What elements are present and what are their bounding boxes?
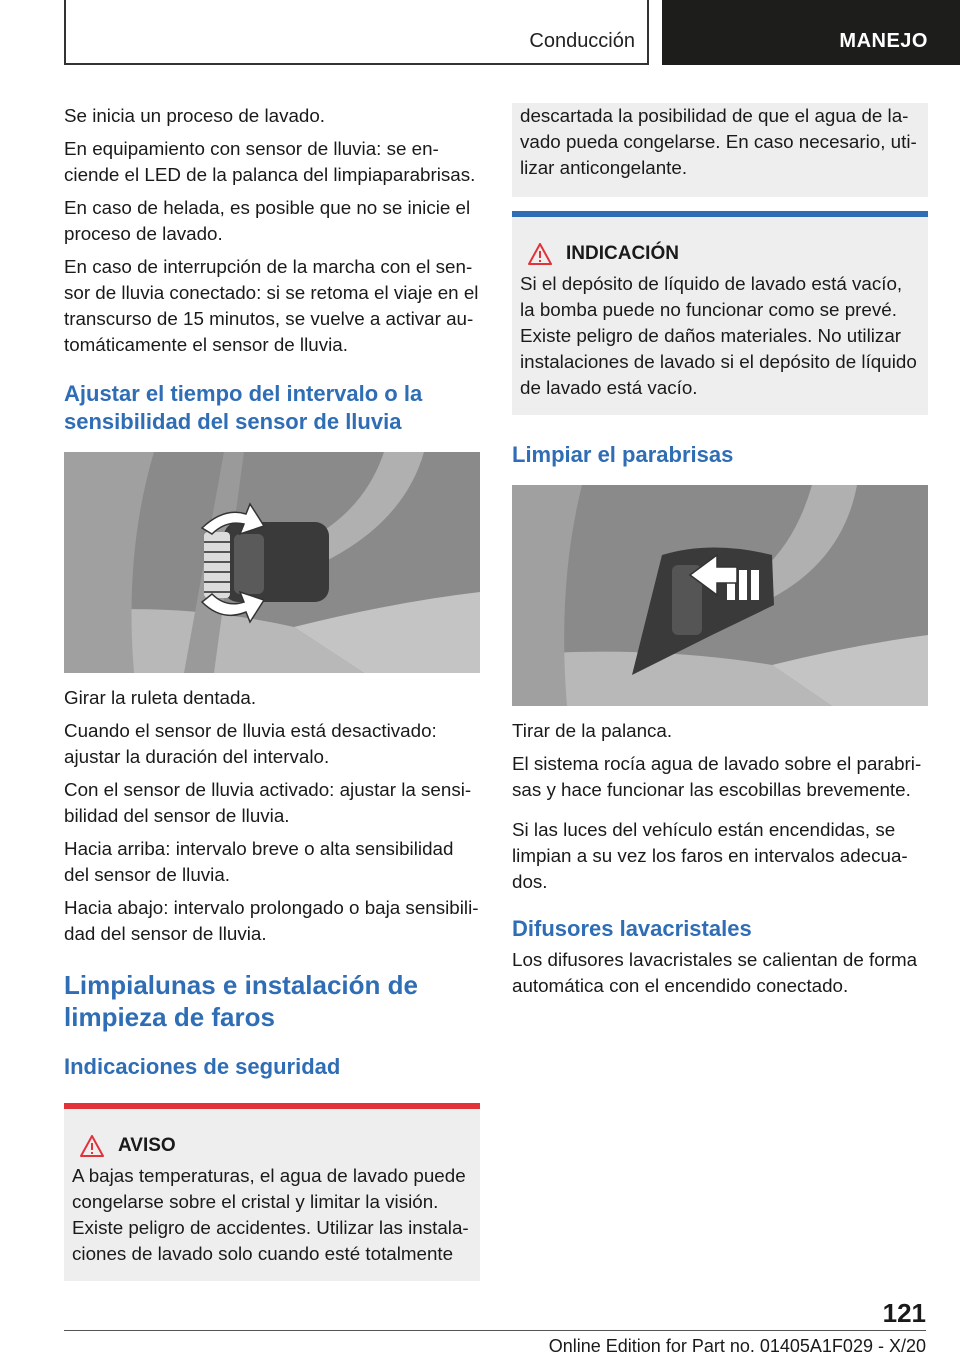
warning-triangle-icon [80, 1135, 104, 1157]
heading-wash-system: Limpialunas e instalación de limpieza de faros [64, 970, 418, 1032]
warning-text: A bajas temperaturas, el agua de lavado puede congelarse sobre el cristal y limitar la visión. Existe peligro de accidentes. Utilizar las instala-ciones de lavado solo cuando esté totalmente [72, 1165, 469, 1264]
left-column [64, 103, 480, 1281]
footer-edition: Online Edition for Part no. 01405A1F029 - X/20 [548, 1336, 926, 1356]
paragraph: En caso de helada, es posible que no se inicie el proceso de lavado. [64, 197, 471, 244]
footer-divider [64, 1330, 926, 1331]
paragraph: El sistema rocía agua de lavado sobre el parabri-sas y hace funcionar las escobillas brevemente. [512, 753, 922, 800]
heading-safety: Indicaciones de seguridad [64, 1054, 341, 1079]
note-box [512, 211, 928, 415]
photo-wiper-lever-wheel [64, 452, 480, 673]
paragraph: Se inicia un proceso de lavado. [64, 105, 326, 126]
header-section-tab [64, 0, 649, 65]
heading-nozzles: Difusores lavacristales [512, 916, 752, 941]
header-chapter-tab [662, 0, 960, 65]
paragraph: Tirar de la palanca. [512, 720, 673, 741]
paragraph: Girar la ruleta dentada. [64, 687, 257, 708]
section-title: Conducción [529, 30, 635, 52]
right-column [512, 103, 928, 1006]
paragraph: Con el sensor de lluvia activado: ajustar la sensi-bilidad del sensor de lluvia. [64, 779, 472, 826]
paragraph: Si las luces del vehículo están encendidas, se limpian a su vez los faros en intervalos adecua-dos. [512, 819, 908, 892]
warning-title [72, 1135, 472, 1157]
paragraph: Cuando el sensor de lluvia está desactivado: ajustar la duración del intervalo. [64, 720, 437, 767]
note-text: Si el depósito de líquido de lavado está vacío, la bomba puede no funcionar como se prevé. Existe peligro de daños materiales. No utilizar instalaciones de lavado si el depósito de líquido de lavado está vacío. [520, 273, 917, 398]
paragraph: Hacia arriba: intervalo breve o alta sensibilidad del sensor de lluvia. [64, 838, 454, 885]
warning-box-continued [512, 103, 928, 197]
warning-triangle-icon [528, 243, 552, 265]
paragraph: Los difusores lavacristales se calientan de forma automática con el encendido conectado. [512, 949, 918, 996]
paragraph: En equipamiento con sensor de lluvia: se en-ciende el LED de la palanca del limpiaparabrisas. [64, 138, 476, 185]
warning-text-continued: descartada la posibilidad de que el agua de la-vado pueda congelarse. En caso necesario, uti-lizar anticongelante. [520, 105, 917, 178]
heading-clean-windshield: Limpiar el parabrisas [512, 442, 734, 467]
warning-label: AVISO [118, 1135, 176, 1156]
chapter-title: MANEJO [839, 30, 928, 52]
page-number: 121 [882, 1298, 926, 1328]
heading-interval: Ajustar el tiempo del intervalo o la sensibilidad del sensor de lluvia [64, 381, 423, 434]
note-label: INDICACIÓN [566, 243, 679, 264]
photo-wiper-lever-pull [512, 485, 928, 706]
paragraph: Hacia abajo: intervalo prolongado o baja sensibili-dad del sensor de lluvia. [64, 897, 479, 944]
paragraph: En caso de interrupción de la marcha con el sen-sor de lluvia conectado: si se retoma el viaje en el transcurso de 15 minutos, se vuelve a activar au-tomáticamente el sensor de lluvia. [64, 256, 479, 355]
warning-box [64, 1103, 480, 1281]
note-title [520, 243, 920, 265]
